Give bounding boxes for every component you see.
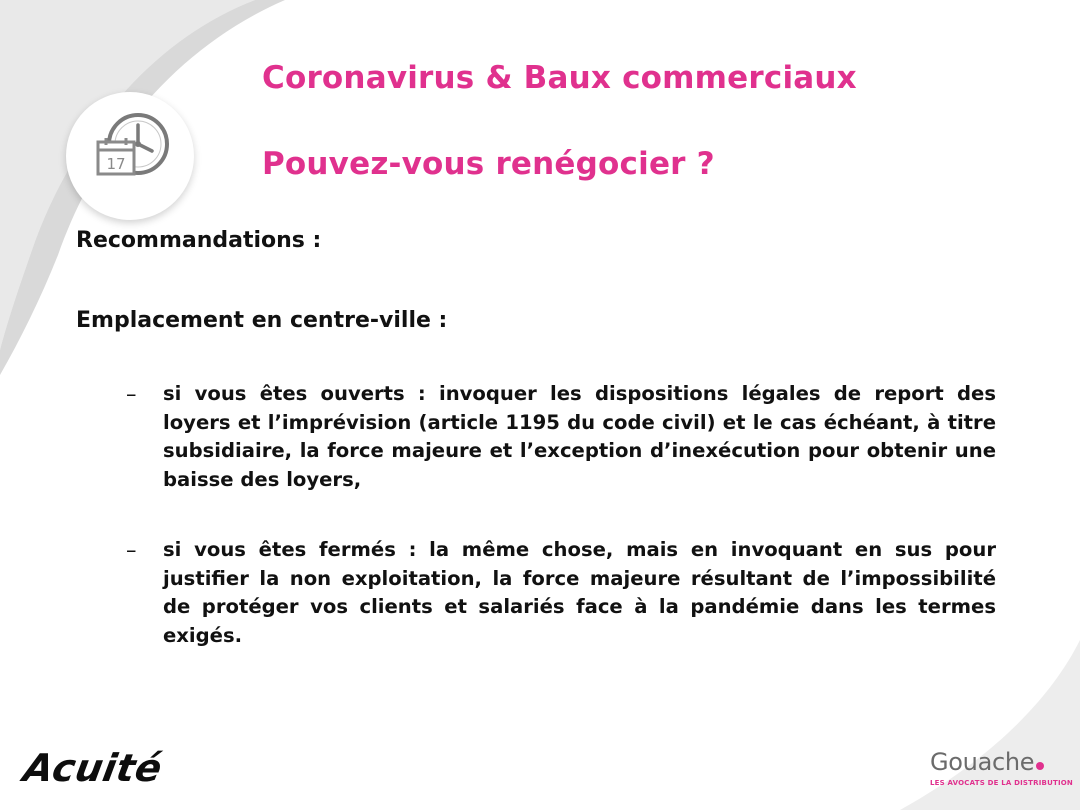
bullet-dash: – <box>126 382 137 406</box>
acuite-logo: Acuité <box>20 746 166 790</box>
calendar-day: 17 <box>106 155 126 173</box>
gouache-logo-dot <box>1036 762 1044 770</box>
gouache-logo <box>930 748 1073 787</box>
bullet-list <box>126 380 996 692</box>
heading-emplacement: Emplacement en centre-ville : <box>76 308 448 333</box>
bullet-item-closed <box>126 536 996 650</box>
clock-calendar-badge <box>66 92 194 220</box>
heading-recommandations: Recommandations : <box>76 228 322 253</box>
bullet-dash: – <box>126 538 137 562</box>
gouache-logo-name: Gouache <box>930 748 1035 776</box>
bullet-item-open <box>126 380 996 494</box>
bullet-text: si vous êtes ouverts : invoquer les dispositions légales de report des loyers et l’imprévision (article 1195 du code civil) et le cas échéant, à titre subsidiaire, la force majeure et l’exception d’inexécution pour obtenir une baisse des loyers, <box>163 382 996 491</box>
title-line-2: Pouvez-vous renégocier ? <box>262 146 715 182</box>
title-line-1: Coronavirus & Baux commerciaux <box>262 60 857 96</box>
bullet-text: si vous êtes fermés : la même chose, mais en invoquant en sus pour justifier la non exploitation, la force majeure résultant de l’impossibilité de protéger vos clients et salariés face à la pandémie dans les termes exigés. <box>163 538 996 647</box>
clock-calendar-icon <box>66 92 194 220</box>
gouache-logo-tagline: LES AVOCATS DE LA DISTRIBUTION <box>930 779 1073 787</box>
